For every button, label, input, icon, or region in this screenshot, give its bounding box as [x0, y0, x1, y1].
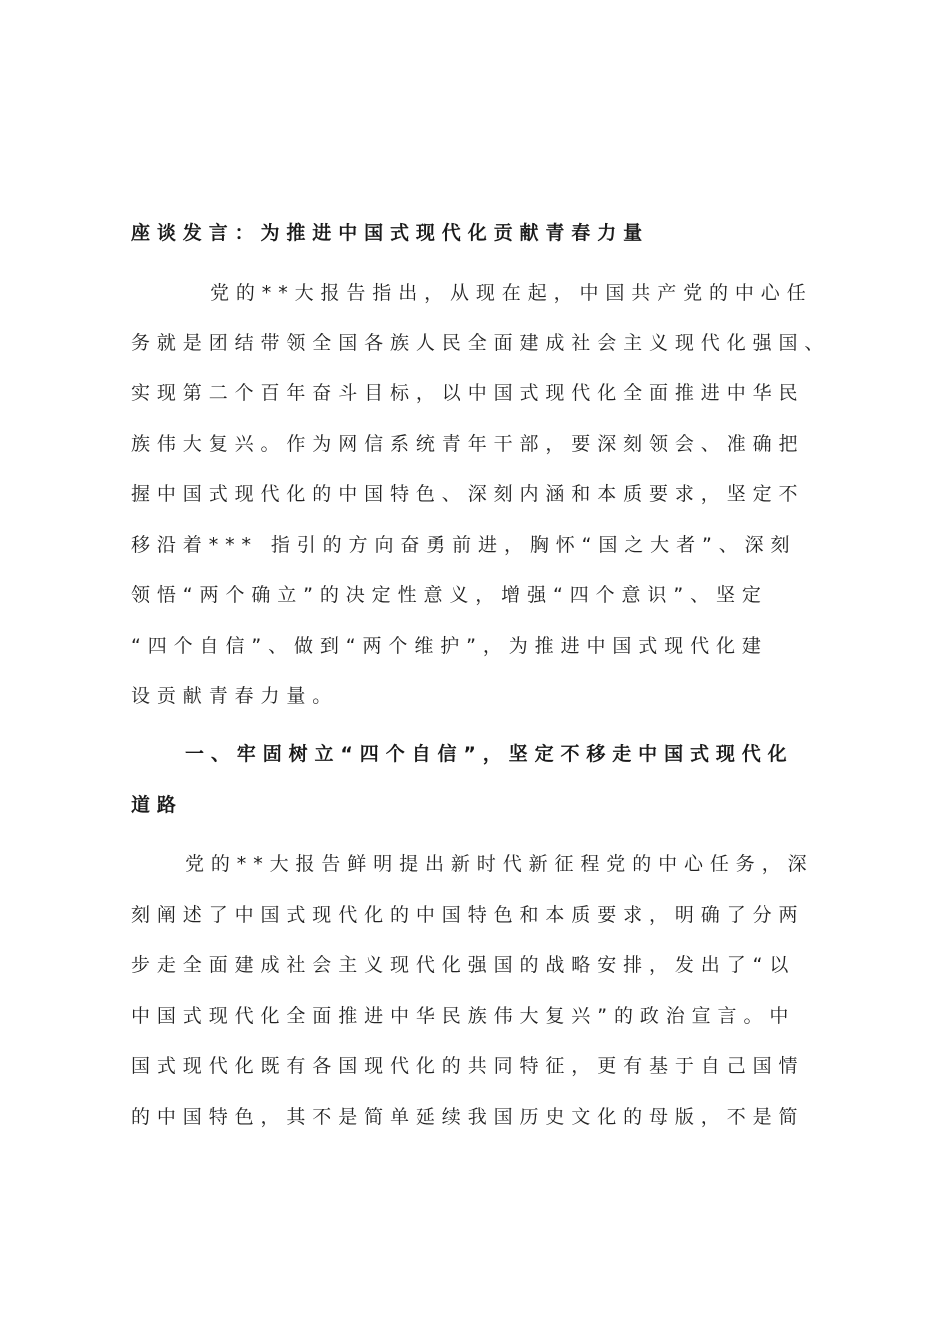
- paragraph-line: 中国式现代化全面推进中华民族伟大复兴”的政治宣言。中: [131, 1005, 796, 1027]
- paragraph-line: 步走全面建成社会主义现代化强国的战略安排，发出了“以: [131, 954, 796, 976]
- document-title: 座谈发言：为推进中国式现代化贡献青春力量: [131, 222, 650, 244]
- paragraph-line: 党的**大报告指出，从现在起，中国共产党的中心任: [210, 282, 813, 304]
- paragraph-line: 国式现代化既有各国现代化的共同特征，更有基于自己国情: [131, 1055, 805, 1077]
- paragraph-line: 领悟“两个确立”的决定性意义，增强“四个意识”、坚定: [131, 584, 768, 606]
- paragraph-line: 设贡献青春力量。: [131, 685, 339, 707]
- heading-line: 道路: [131, 794, 183, 816]
- paragraph-line: 刻阐述了中国式现代化的中国特色和本质要求，明确了分两: [131, 904, 805, 926]
- paragraph-line: 族伟大复兴。作为网信系统青年干部，要深刻领会、准确把: [131, 433, 805, 455]
- paragraph-line: 握中国式现代化的中国特色、深刻内涵和本质要求，坚定不: [131, 483, 805, 505]
- paragraph-line: 移沿着*** 指引的方向奋勇前进，胸怀“国之大者”、深刻: [131, 534, 797, 556]
- paragraph-line: 务就是团结带领全国各族人民全面建成社会主义现代化强国、: [131, 332, 831, 354]
- heading-line: 一、牢固树立“四个自信”，坚定不移走中国式现代化: [185, 743, 794, 765]
- paragraph-line: 党的**大报告鲜明提出新时代新征程党的中心任务，深: [185, 853, 814, 875]
- paragraph-line: 的中国特色，其不是简单延续我国历史文化的母版，不是简: [131, 1106, 805, 1128]
- paragraph-line: “四个自信”、做到“两个维护”，为推进中国式现代化建: [131, 635, 768, 657]
- paragraph-line: 实现第二个百年奋斗目标，以中国式现代化全面推进中华民: [131, 382, 805, 404]
